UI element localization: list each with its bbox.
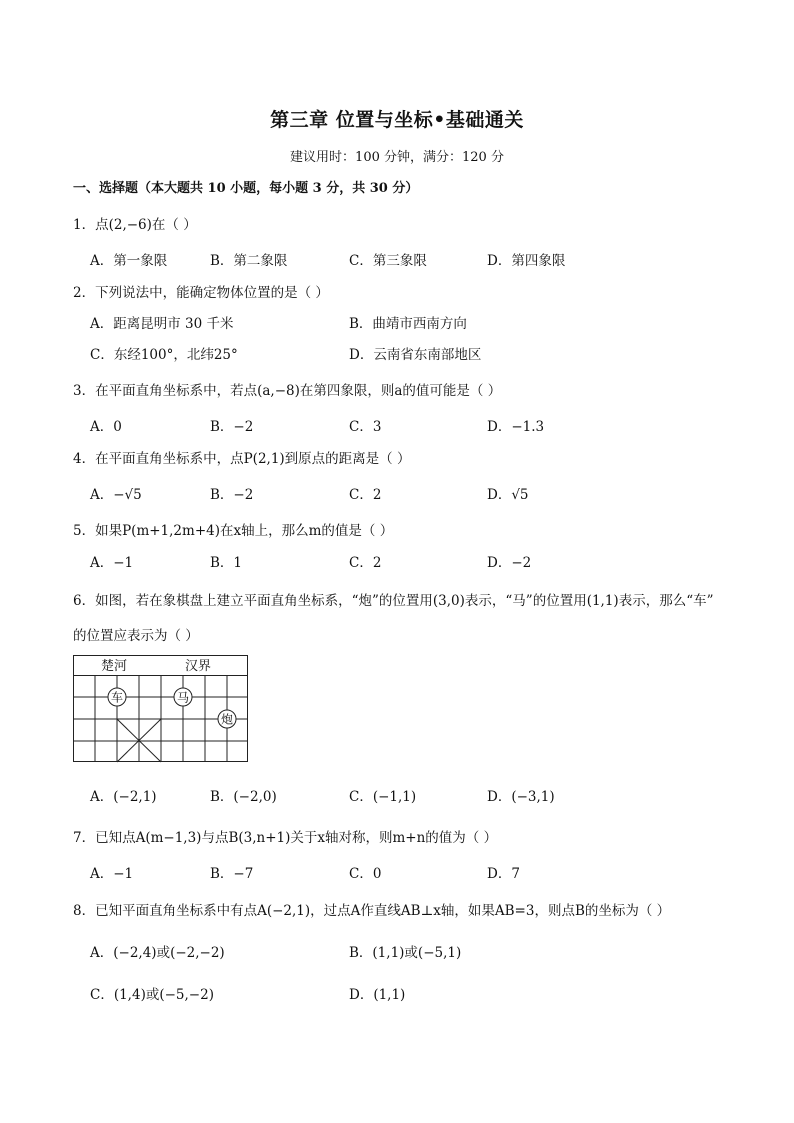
question-4-option-c: C．2 [349,487,382,503]
piece-che-label: 车 [110,690,124,705]
question-7-stem: 7．已知点A(m−1,3)与点B(3,n+1)关于x轴对称，则m+n的值为（ ） [73,830,498,846]
question-1-stem: 1．点(2,−6)在（ ） [73,217,197,233]
question-4-option-a: A．−√5 [90,487,142,503]
question-7-option-c: C．0 [349,866,382,882]
question-3-option-c: C．3 [349,419,382,435]
river-label-left: 楚河 [101,659,128,674]
question-2-option-b: B．曲靖市西南方向 [349,316,467,332]
question-7-option-d: D．7 [487,866,520,882]
question-7-option-b: B．−7 [210,866,254,882]
question-3-option-b: B．−2 [210,419,254,435]
piece-pao [218,710,236,728]
page-subtitle: 建议用时：100 分钟，满分：120 分 [290,150,504,165]
piece-ma [174,688,192,706]
question-4-option-d: D．√5 [487,487,529,503]
chess-board-figure [73,655,249,765]
question-5-option-c: C．2 [349,555,382,571]
question-6-option-c: C．(−1,1) [349,789,417,805]
question-8-stem: 8．已知平面直角坐标系中有点A(−2,1)，过点A作直线AB⊥x轴，如果AB=3，则点B的坐标为（ ） [73,903,671,919]
question-3-option-a: A．0 [90,419,122,435]
question-3-option-d: D．−1.3 [487,419,545,435]
question-6-stem: 6．如图，若在象棋盘上建立平面直角坐标系，“炮”的位置用(3,0)表示，“马”的位置用(1,1)表示，那么“车” [73,593,714,609]
question-8-option-c: C．(1,4)或(−5,−2) [90,987,214,1003]
question-3-stem: 3．在平面直角坐标系中，若点(a,−8)在第四象限，则a的值可能是（ ） [73,383,502,399]
question-1-option-d: D．第四象限 [487,253,566,269]
question-1-option-c: C．第三象限 [349,253,427,269]
piece-pao-label: 炮 [220,712,234,727]
question-5-option-d: D．−2 [487,555,532,571]
question-4-stem: 4．在平面直角坐标系中，点P(2,1)到原点的距离是（ ） [73,451,411,467]
question-2-option-a: A．距离昆明市 30 千米 [90,316,234,332]
question-1-option-a: A．第一象限 [90,253,168,269]
question-7-option-a: A．−1 [90,866,134,882]
page-title: 第三章 位置与坐标•基础通关 [270,109,524,131]
question-8-option-d: D．(1,1) [349,987,406,1003]
question-6-option-b: B．(−2,0) [210,789,277,805]
question-6-option-d: D．(−3,1) [487,789,555,805]
piece-ma-label: 马 [176,690,190,705]
question-8-option-b: B．(1,1)或(−5,1) [349,945,462,961]
piece-che [108,688,126,706]
question-4-option-b: B．−2 [210,487,254,503]
section-heading: 一、选择题（本大题共 10 小题，每小题 3 分，共 30 分） [73,181,419,196]
question-6-stem-continued: 的位置应表示为（ ） [73,628,199,644]
question-2-option-d: D．云南省东南部地区 [349,347,482,363]
river-label-right: 汉界 [185,659,212,674]
question-5-option-b: B．1 [210,555,243,571]
question-6-option-a: A．(−2,1) [90,789,157,805]
question-2-stem: 2．下列说法中，能确定物体位置的是（ ） [73,285,329,301]
question-2-option-c: C．东经100°，北纬25° [90,347,238,363]
question-5-option-a: A．−1 [90,555,134,571]
question-8-option-a: A．(−2,4)或(−2,−2) [90,945,225,961]
question-5-stem: 5．如果P(m+1,2m+4)在x轴上，那么m的值是（ ） [73,523,394,539]
question-1-option-b: B．第二象限 [210,253,288,269]
